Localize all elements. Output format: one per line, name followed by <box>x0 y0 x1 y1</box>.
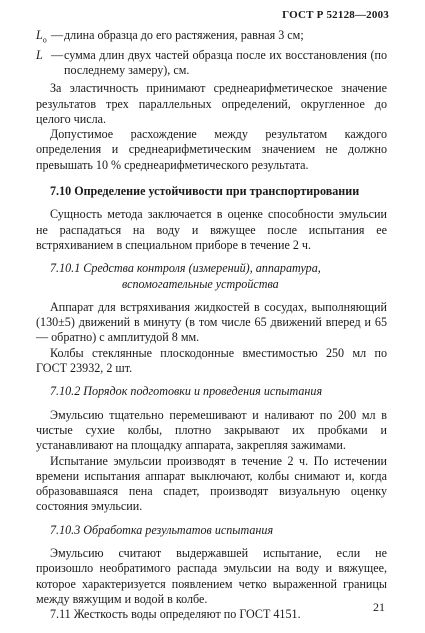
paragraph: Эмульсию считают выдержавшей испытание, если не произошло необратимого распада эмульсии на воду и вяжущее, которое характеризуется появлением четко выраженной границы между вяжущим и водой в колбе. <box>36 546 387 606</box>
page-body <box>36 22 387 623</box>
paragraph: Допустимое расхождение между результатом каждого определения и среднеарифметическим значением не должно превышать 10 % среднеарифметического результата. <box>36 127 387 172</box>
symbol: L <box>36 47 43 62</box>
paragraph: Сущность метода заключается в оценке способности эмульсии не распадаться на воду и вяжущее после испытания ее встряхиванием в специальном приборе в течение 2 ч. <box>36 207 387 252</box>
section-title: 7.10 Определение устойчивости при транспортировании <box>50 184 360 199</box>
symbol: $L_o$ <box>36 28 47 45</box>
dash: — <box>50 28 64 42</box>
subsection-title: 7.10.3 Обработка результатов испытания <box>50 522 274 537</box>
page-number: 21 <box>373 599 385 614</box>
paragraph: Испытание эмульсии производят в течение 2 ч. По истечении времени испытания аппарат выключают, колбы снимают и, когда образовавшаяся пена спадет, производят визуальную оценку состояния эмульсии. <box>36 453 387 514</box>
paragraph: Аппарат для встряхивания жидкостей в сосудах, выполняющий (130±5) движений в минуту (в том числе 65 движений вперед и 65 — обратно) с амплитудой 8 мм. <box>36 299 387 345</box>
paragraph: За эластичность принимают среднеарифметическое значение результатов трех параллельных определений, округленное до целого числа. <box>36 81 387 126</box>
definition-item <box>36 48 387 79</box>
paragraph: 7.11 Жесткость воды определяют по ГОСТ 4151. <box>50 607 301 622</box>
paragraph: Эмульсию тщательно перемешивают и наливают по 200 мл в чистые сухие колбы, плотно закрывают их пробками и устанавливают на площадку аппарата, закрепляя зажимами. <box>36 407 387 453</box>
definition-text: сумма длин двух частей образца после их восстановления (по последнему замеру), см. <box>64 47 387 77</box>
definitions-list <box>36 28 387 78</box>
definition-item <box>36 28 387 48</box>
dash: — <box>50 47 64 62</box>
paragraph: Колбы стеклянные плоскодонные вместимостью 250 мл по ГОСТ 23932, 2 шт. <box>36 345 387 376</box>
subsection-title: 7.10.2 Порядок подготовки и проведения испытания <box>50 384 323 399</box>
subsection-title: 7.10.1 Средства контроля (измерений), аппаратура, вспомогательные устройства <box>50 261 321 291</box>
definition-text: длина образца до его растяжения, равная 3 см; <box>64 28 304 42</box>
standard-header: ГОСТ Р 52128—2003 <box>282 9 389 21</box>
